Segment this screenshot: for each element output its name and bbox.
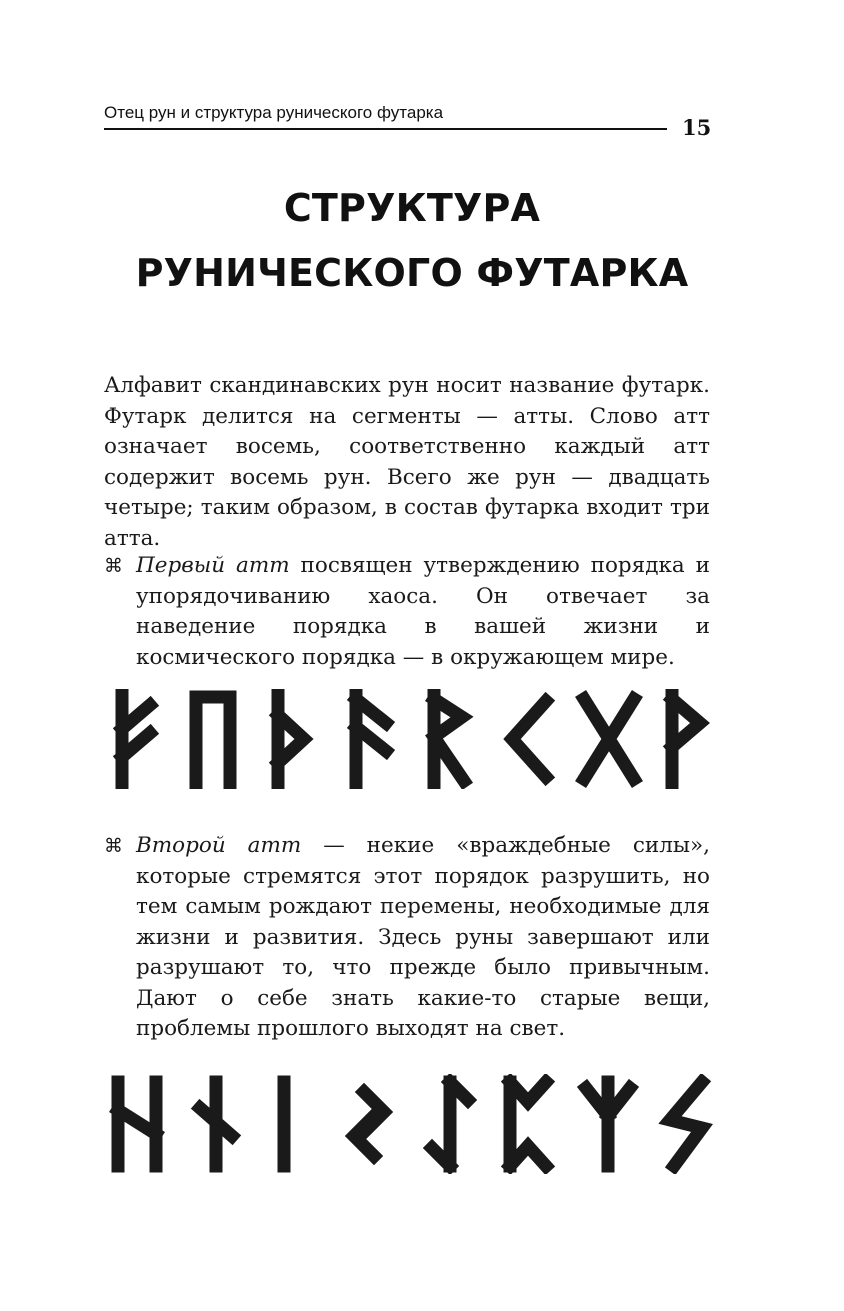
intro-paragraph: Алфавит скандинавских рун носит название футарк. Футарк делится на сегменты — атты. Слово атт означает восемь, соответственно каждый атт содержит восемь рун. Всего же рун — двадцать четыре; таким образом, в состав футарка входит три атта. — [104, 373, 710, 551]
raidho-rune-icon — [418, 689, 478, 789]
kenaz-rune-icon — [500, 689, 560, 789]
thurisaz-rune-icon — [262, 689, 322, 789]
sowilo-rune-icon — [656, 1074, 720, 1174]
command-key-icon: ⌘ — [104, 555, 123, 577]
bullet-body: посвящен утверждению порядка и упорядочиванию хаоса. Он отвечает за наведение порядка в вашей жизни и космического порядка — в окружающем мире. — [136, 553, 710, 670]
gebo-rune-icon — [574, 689, 644, 789]
term-first-aett: Первый атт — [136, 553, 290, 578]
perthro-rune-icon — [498, 1074, 562, 1174]
rune-row-first-aett — [100, 689, 720, 789]
jera-rune-icon — [332, 1074, 406, 1174]
uruz-rune-icon — [184, 689, 244, 789]
fehu-rune-icon — [106, 689, 166, 789]
algiz-rune-icon — [576, 1074, 640, 1174]
rune-row-second-aett — [100, 1074, 720, 1174]
ansuz-rune-icon — [340, 689, 400, 789]
chapter-title-line-2: РУНИЧЕСКОГО ФУТАРКА — [135, 251, 689, 295]
chapter-title-line-1: СТРУКТУРА — [283, 186, 541, 230]
isa-rune-icon — [264, 1074, 304, 1174]
bullet-first-aett — [104, 551, 710, 673]
bullet-text — [104, 831, 710, 1045]
naudiz-rune-icon — [186, 1074, 246, 1174]
bullet-text — [104, 551, 710, 673]
bullet-body: — некие «враждебные силы», которые стремятся этот порядок разрушить, но тем самым рождают перемены, необходимые для жизни и развития. Здесь руны завершают или разрушают то, что прежде было привычным. Дают о себе знать какие-то старые вещи, проблемы прошлого выходят на свет. — [136, 833, 710, 1041]
chapter-title — [104, 176, 720, 306]
running-head-title: Отец рун и структура рунического футарка — [104, 103, 444, 122]
command-key-icon: ⌘ — [104, 835, 123, 857]
header-rule — [104, 128, 667, 130]
wunjo-rune-icon — [656, 689, 716, 789]
term-second-aett: Второй атт — [136, 833, 302, 858]
eihwaz-rune-icon — [420, 1074, 480, 1174]
page-number: 15 — [682, 115, 712, 140]
hagalaz-rune-icon — [106, 1074, 168, 1174]
bullet-second-aett — [104, 831, 710, 1045]
